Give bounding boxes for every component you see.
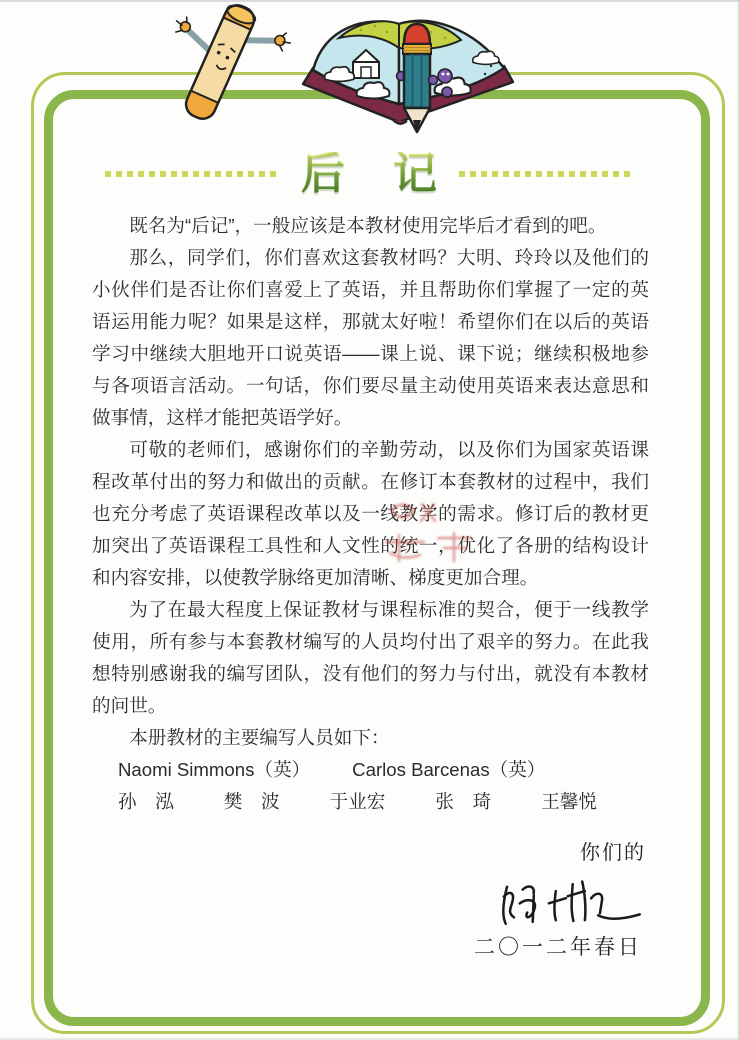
signature-block	[422, 836, 652, 961]
pencil-body	[404, 54, 430, 108]
paragraph-2: 那么，同学们，你们喜欢这套教材吗？大明、玲玲以及他们的小伙伴们是否让你们喜爱上了英语，并且帮助你们掌握了一定的英语运用能力呢？如果是这样，那就太好啦！希望你们在以后的英语学习中继续大胆地开口说英语——课上说、课下说；继续积极地参与各项语言活动。一句话，你们要尽量主动使用英语来表达意思和做事情，这样才能把英语学好。	[92, 247, 649, 428]
paragraph-1: 既名为“后记”，一般应该是本教材使用完毕后才看到的吧。	[129, 215, 607, 236]
paragraph-3: 可敬的老师们，感谢你们的辛勤劳动，以及你们为国家英语课程改革付出的努力和做出的贡献。在修订本套教材的过程中，我们也充分考虑了英语课程改革以及一线教学的需求。修订后的教材更加突出了英语课程工具性和人文性的统一，优化了各册的结构设计和内容安排，以使教学脉络更加清晰、梯度更加合理。	[92, 439, 649, 588]
signature-date: 二〇一二年春日	[474, 936, 642, 959]
editor-cn-4: 张 琦	[435, 791, 492, 812]
page-title: 后 记	[301, 149, 439, 198]
title-row	[60, 144, 680, 204]
editor-en-1: Naomi Simmons（英）	[118, 759, 311, 780]
header-illustration	[130, 0, 530, 150]
editors-english-row	[92, 754, 649, 786]
editor-cn-1: 孙 泓	[118, 791, 174, 812]
pencil-eraser	[404, 24, 430, 44]
signature-salutation: 你们的	[580, 842, 646, 864]
chalk-character	[144, 0, 297, 140]
editor-cn-5: 王馨悦	[541, 791, 597, 812]
title-dashes-left	[105, 171, 281, 177]
body-text	[92, 210, 649, 818]
paragraph-4: 为了在最大程度上保证教材与课程标准的契合，便于一线教学使用，所有参与本套教材编写的人员均付出了艰辛的努力。在此我想特别感谢我的编写团队，没有他们的努力与付出，就没有本教材的问世。	[92, 599, 649, 716]
editors-chinese-row	[92, 786, 649, 818]
paragraph-5: 本册教材的主要编写人员如下：	[129, 727, 390, 748]
pencil-ferrule	[403, 44, 431, 54]
handwritten-signature	[484, 871, 652, 929]
editor-cn-2: 樊 波	[223, 791, 280, 812]
editor-en-2: Carlos Barcenas（英）	[352, 759, 546, 780]
open-book	[303, 21, 513, 132]
title-dashes-right	[459, 171, 635, 177]
chalk-hand-right	[272, 29, 294, 53]
editor-cn-3: 于业宏	[329, 791, 386, 812]
